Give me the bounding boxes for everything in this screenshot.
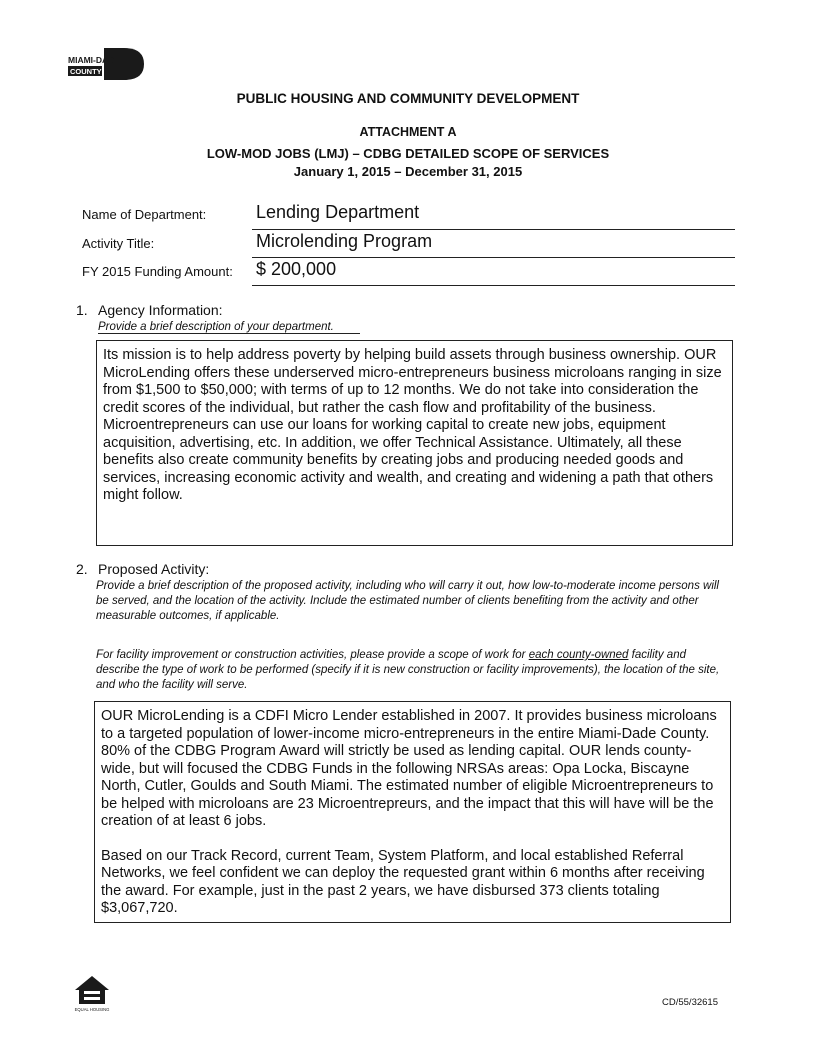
- section2-instruction2: [96, 648, 732, 693]
- date-range: January 1, 2015 – December 31, 2015: [293, 164, 523, 179]
- section1-box: [96, 340, 733, 546]
- county-logo-icon: [66, 46, 146, 82]
- section2-number: 2.: [76, 561, 88, 577]
- section2-box: [94, 701, 731, 923]
- activity-title-value: Microlending Program: [256, 231, 433, 251]
- logo-line2: COUNTY: [70, 67, 102, 76]
- county-logo: [66, 46, 146, 82]
- section2-instruction2-underlined: each county-owned: [528, 649, 629, 661]
- department-value: Lending Department: [256, 202, 420, 222]
- section1-number: 1.: [76, 302, 88, 318]
- activity-title-label: Activity Title:: [82, 236, 155, 251]
- section2-title: Proposed Activity:: [98, 561, 210, 577]
- activity-title-rule: [252, 257, 735, 258]
- document-code: CD/55/32615: [662, 997, 718, 1008]
- funding-amount-value: $ 200,000: [256, 259, 337, 279]
- section2-body-paragraph1: OUR MicroLending is a CDFI Micro Lender established in 2007. It provides business microloans to a targeted population of lower-income micro-entrepreneurs in the entire Miami-Dade County. 80% of the CDBG Program Award will strictly be used as lending capital. OUR lends county-wide, but will focused the CDBG Funds in the following NRSAs areas: Opa Locka, Biscayne North, Cutler, Goulds and South Miami. The estimated number of eligible Microentrepreneurs to be helped with microloans are 23 Microentrepreurs, and the impact that this will have will be the creation of at least 6 jobs.: [101, 708, 717, 829]
- section2-instruction2-a: For facility improvement or construction activities, please provide a scope of work for: [96, 649, 526, 661]
- section1-title: Agency Information:: [98, 302, 223, 318]
- equal-housing-text: EQUAL HOUSING: [74, 1007, 110, 1012]
- section1-instruction-rule: [98, 333, 360, 334]
- section2-body-paragraph2: Based on our Track Record, current Team, System Platform, and local established Referral Networks, we feel confident we can deploy the requested grant within 6 months after receiving the award. For example, just in the past 2 years, we have disbursed 373 clients totaling $3,067,720.: [101, 847, 705, 916]
- attachment-label: ATTACHMENT A: [359, 125, 457, 139]
- funding-amount-label: FY 2015 Funding Amount:: [82, 264, 233, 279]
- section1-body: Its mission is to help address poverty by helping build assets through business ownership. OUR MicroLending offers these underserved micro-entrepreneurs business microloans ranging in size from $1,500 to $50,000; with terms of up to 12 months. We do not take into consideration the credit scores of the individual, but rather the cash flow and profitability of the business. Microentrepreneurs can use our loans for working capital to create new jobs, equipment acquisition, advertising, etc. In addition, we offer Technical Assistance. Ultimately, all these benefits also create community benefits by creating jobs and producing needed goods and services, increasing economic activity and wealth, and creating and widening a path that others might follow.: [103, 347, 722, 503]
- equal-housing-logo: [72, 974, 112, 1014]
- section1-instruction: Provide a brief description of your department.: [98, 321, 334, 333]
- logo-line1: MIAMI-DADE: [68, 55, 120, 65]
- department-label: Name of Department:: [82, 207, 207, 222]
- funding-amount-rule: [252, 285, 735, 286]
- section2-instruction1: Provide a brief description of the proposed activity, including who will carry it out, how low-to-moderate income persons will be served, and the location of the activity. Include the estimated number of clients benefiting from the activity and other measurable outcomes, if applicable.: [96, 580, 719, 622]
- department-rule: [252, 229, 735, 230]
- equal-housing-icon: [72, 974, 112, 1014]
- scope-title: LOW-MOD JOBS (LMJ) – CDBG DETAILED SCOPE OF SERVICES: [206, 146, 610, 161]
- section2-instruction2-b: facility and describe the type of work to be performed (specify if it is new construction or facility improvements), the location of the site, and who the facility will serve.: [96, 649, 720, 691]
- agency-title: PUBLIC HOUSING AND COMMUNITY DEVELOPMENT: [236, 91, 580, 106]
